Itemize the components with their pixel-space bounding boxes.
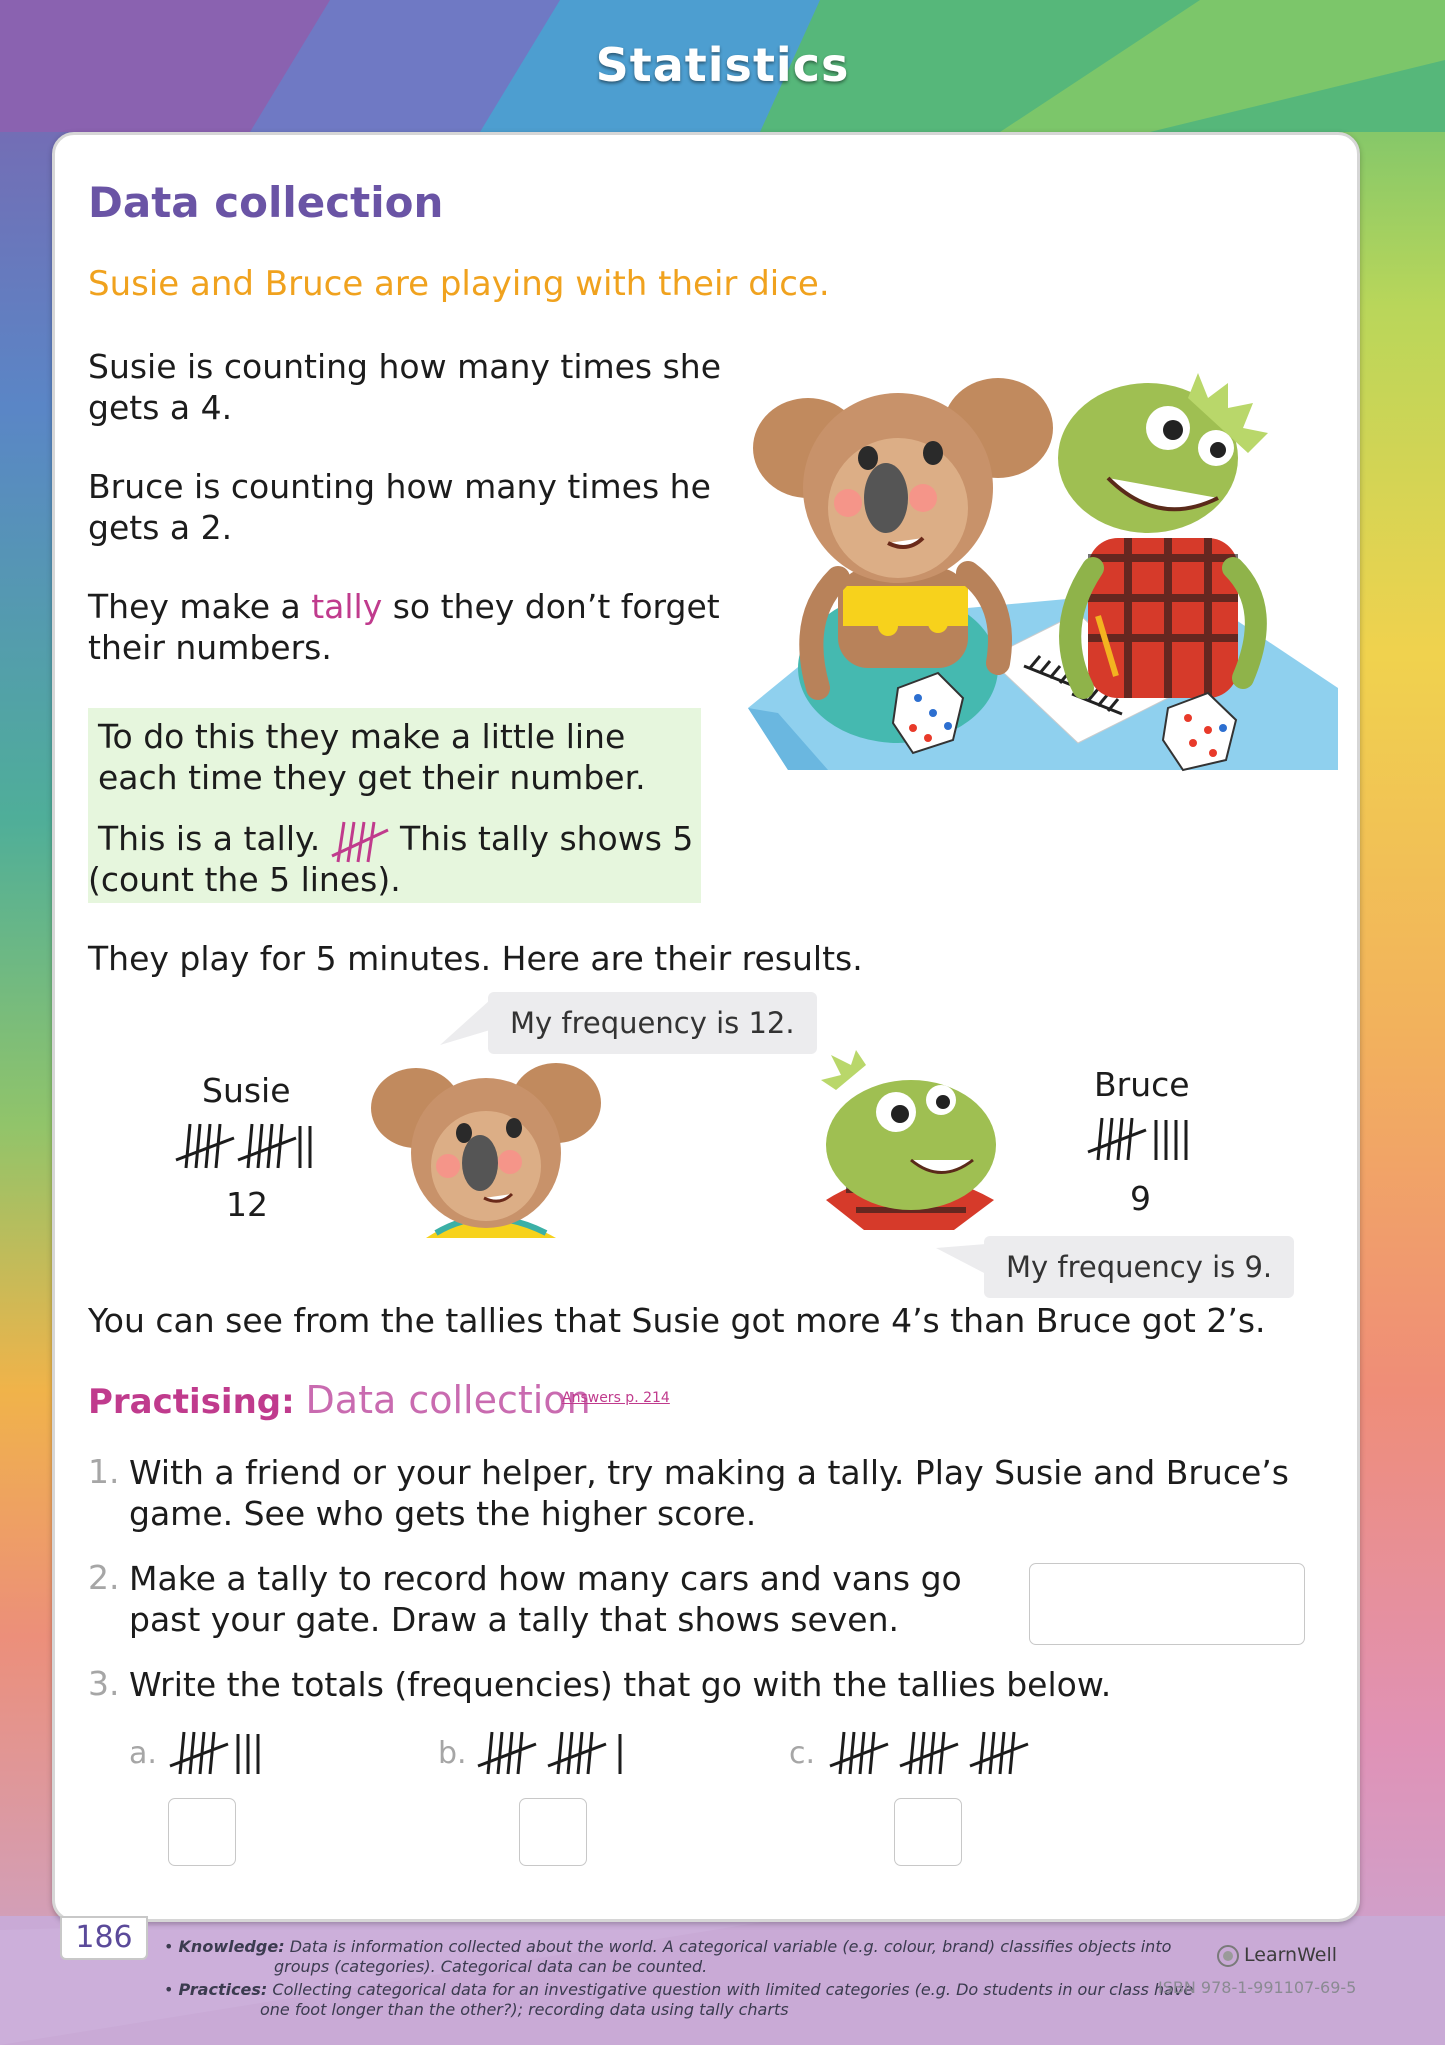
page-title: Statistics — [595, 38, 850, 92]
tally-a — [168, 1728, 268, 1778]
intro-line-1a: Susie is counting how many times she — [88, 347, 722, 386]
susie-speech-bubble: My frequency is 12. — [488, 992, 817, 1054]
intro-text: They make a — [88, 587, 312, 626]
intro-text: so they don’t forget — [382, 587, 720, 626]
tally-b — [476, 1728, 626, 1778]
practice-title: Data collection — [305, 1378, 591, 1422]
practices-label: Practices: — [178, 1980, 268, 1999]
subquestion-b-label: b. — [438, 1736, 467, 1771]
koala-and-frog-illustration — [748, 368, 1340, 773]
brand-name: LearnWell — [1244, 1944, 1338, 1966]
info-line-4: (count the 5 lines). — [88, 860, 401, 899]
answer-box-a[interactable] — [168, 1798, 236, 1866]
isbn: ISBN 978-1-991107-69-5 — [1158, 1978, 1357, 1997]
practices-text: Collecting categorical data for an investigative question with limited categories (e.g. Do students in our class have — [272, 1980, 1194, 1999]
question-number: 2. — [88, 1558, 120, 1597]
answer-box-b[interactable] — [519, 1798, 587, 1866]
bubble-tail — [936, 1244, 986, 1284]
intro-line-3a — [88, 586, 720, 627]
frog-character — [816, 1050, 1002, 1230]
practice-heading — [88, 1378, 591, 1422]
question-2-line-2: past your gate. Draw a tally that shows seven. — [129, 1600, 899, 1639]
question-2-line-1: Make a tally to record how many cars and vans go — [129, 1559, 962, 1598]
koala-character — [366, 1048, 602, 1244]
tally-c — [828, 1728, 1032, 1778]
info-line-1: To do this they make a little line — [98, 717, 626, 756]
intro-line-2b: gets a 2. — [88, 508, 233, 547]
footer-knowledge-line-2: groups (categories). Categorical data can be counted. — [274, 1957, 708, 1976]
frog-character — [1058, 373, 1268, 698]
info-line-2: each time they get their number. — [98, 758, 646, 797]
knowledge-text: Data is information collected about the world. A categorical variable (e.g. colour, brand) classifies objects into — [289, 1937, 1172, 1956]
bubble-tail — [440, 1000, 490, 1050]
footer-knowledge-line-1: • Knowledge: Data is information collected about the world. A categorical variable (e.g. colour, brand) classifies objects into — [164, 1937, 1172, 1956]
question-3-text: Write the totals (frequencies) that go with the tallies below. — [129, 1665, 1112, 1704]
knowledge-label: Knowledge: — [178, 1937, 285, 1956]
intro-line-3b: their numbers. — [88, 628, 332, 667]
page-number: 186 — [60, 1916, 148, 1960]
intro-line-1b: gets a 4. — [88, 388, 233, 427]
keyword-tally: tally — [311, 587, 383, 626]
answers-link[interactable]: Answers p. 214 — [562, 1390, 670, 1406]
results-conclusion: You can see from the tallies that Susie got more 4’s than Bruce got 2’s. — [88, 1301, 1266, 1340]
susie-tally-marks — [174, 1120, 320, 1172]
subquestion-a-label: a. — [129, 1736, 157, 1771]
info-line-3a: This is a tally. — [98, 819, 321, 858]
bruce-speech-bubble: My frequency is 9. — [984, 1236, 1294, 1298]
intro-line-2a: Bruce is counting how many times he — [88, 467, 711, 506]
bruce-count: 9 — [1130, 1179, 1151, 1218]
question-number: 3. — [88, 1664, 120, 1703]
question-1-line-1: With a friend or your helper, try making a tally. Play Susie and Bruce’s — [129, 1453, 1289, 1492]
results-intro: They play for 5 minutes. Here are their results. — [88, 939, 863, 978]
practice-label: Practising: — [88, 1382, 295, 1422]
learnwell-logo-icon — [1216, 1944, 1240, 1968]
question-number: 1. — [88, 1452, 120, 1491]
susie-name: Susie — [202, 1071, 291, 1110]
subquestion-c-label: c. — [789, 1736, 816, 1771]
bruce-tally-marks — [1086, 1114, 1198, 1164]
answer-box-question-2[interactable] — [1029, 1563, 1305, 1645]
question-1-line-2: game. See who gets the higher score. — [129, 1494, 757, 1533]
footer-practices-line-1: • Practices: Collecting categorical data for an investigative question with limited categories (e.g. Do students in our class have — [164, 1980, 1194, 1999]
info-line-3b: This tally shows 5 — [400, 819, 694, 858]
bruce-name: Bruce — [1094, 1065, 1190, 1104]
answer-box-c[interactable] — [894, 1798, 962, 1866]
susie-count: 12 — [226, 1185, 268, 1224]
section-subheading: Susie and Bruce are playing with their dice. — [88, 264, 830, 304]
section-heading: Data collection — [88, 178, 444, 227]
footer-practices-line-2: one foot longer than the other?); recording data using tally charts — [260, 2000, 789, 2019]
